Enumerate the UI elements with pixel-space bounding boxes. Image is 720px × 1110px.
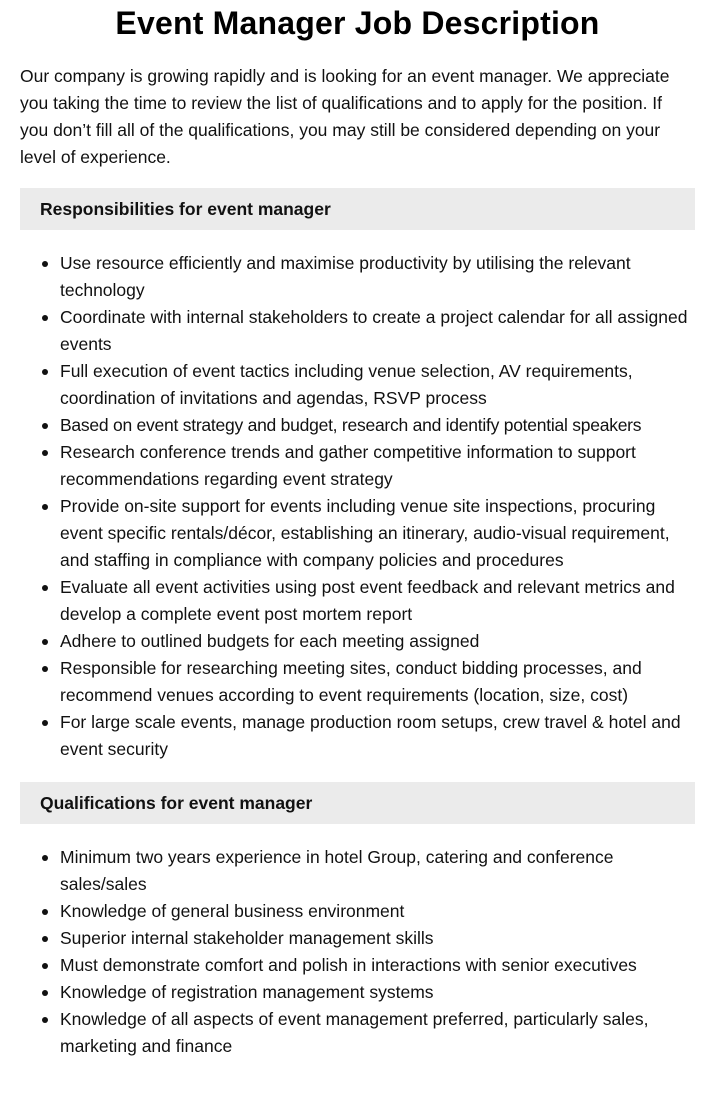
bullet-icon (42, 909, 48, 915)
list-item-text: Knowledge of registration management systems (60, 982, 434, 1002)
list-item-text: Superior internal stakeholder management skills (60, 928, 434, 948)
list-item (60, 979, 695, 1006)
list-item-text: For large scale events, manage production room setups, crew travel & hotel and event security (60, 712, 681, 759)
responsibilities-header: Responsibilities for event manager (20, 188, 695, 230)
bullet-icon (42, 1017, 48, 1023)
bullet-icon (42, 315, 48, 321)
bullet-icon (42, 423, 48, 429)
bullet-icon (42, 666, 48, 672)
list-item-text: Knowledge of general business environment (60, 901, 405, 921)
bullet-icon (42, 261, 48, 267)
qualifications-header: Qualifications for event manager (20, 782, 695, 824)
bullet-icon (42, 855, 48, 861)
list-item (60, 898, 695, 925)
bullet-icon (42, 450, 48, 456)
list-item (60, 439, 695, 493)
list-item-text: Research conference trends and gather competitive information to support recommendations regarding event strategy (60, 442, 636, 489)
list-item-text: Use resource efficiently and maximise productivity by utilising the relevant technology (60, 253, 631, 300)
list-item (60, 412, 695, 439)
bullet-icon (42, 639, 48, 645)
list-item (60, 709, 695, 763)
list-item (60, 925, 695, 952)
list-item-text: Provide on-site support for events including venue site inspections, procuring event specific rentals/décor, establishing an itinerary, audio-visual requirement, and staffing in compliance with company policies and procedures (60, 496, 670, 570)
bullet-icon (42, 963, 48, 969)
responsibilities-list (20, 250, 695, 763)
list-item-text: Must demonstrate comfort and polish in interactions with senior executives (60, 955, 637, 975)
list-item-text: Evaluate all event activities using post event feedback and relevant metrics and develop a complete event post mortem report (60, 577, 675, 624)
list-item-text: Adhere to outlined budgets for each meeting assigned (60, 631, 480, 651)
list-item-text: Knowledge of all aspects of event management preferred, particularly sales, marketing and finance (60, 1009, 649, 1056)
list-item (60, 952, 695, 979)
bullet-icon (42, 369, 48, 375)
bullet-icon (42, 720, 48, 726)
list-item-text: Full execution of event tactics including venue selection, AV requirements, coordination of invitations and agendas, RSVP process (60, 361, 633, 408)
bullet-icon (42, 936, 48, 942)
list-item-text: Minimum two years experience in hotel Group, catering and conference sales/sales (60, 847, 614, 894)
qualifications-list (20, 844, 695, 1060)
intro-paragraph: Our company is growing rapidly and is looking for an event manager. We appreciate you taking the time to review the list of qualifications and to apply for the position. If you don’t fill all of the qualifications, you may still be considered depending on your level of experience. (20, 66, 670, 167)
job-description-page (20, 0, 695, 1060)
bullet-icon (42, 504, 48, 510)
list-item (60, 628, 695, 655)
list-item (60, 655, 695, 709)
list-item (60, 493, 695, 574)
list-item (60, 574, 695, 628)
list-item (60, 1006, 695, 1060)
list-item (60, 250, 695, 304)
list-item-text: Based on event strategy and budget, research and identify potential speakers (60, 415, 642, 435)
list-item (60, 844, 695, 898)
list-item-text: Responsible for researching meeting sites, conduct bidding processes, and recommend venues according to event requirements (location, size, cost) (60, 658, 642, 705)
bullet-icon (42, 990, 48, 996)
list-item (60, 358, 695, 412)
list-item (60, 304, 695, 358)
page-title: Event Manager Job Description (115, 5, 600, 41)
list-item-text: Coordinate with internal stakeholders to create a project calendar for all assigned events (60, 307, 688, 354)
bullet-icon (42, 585, 48, 591)
